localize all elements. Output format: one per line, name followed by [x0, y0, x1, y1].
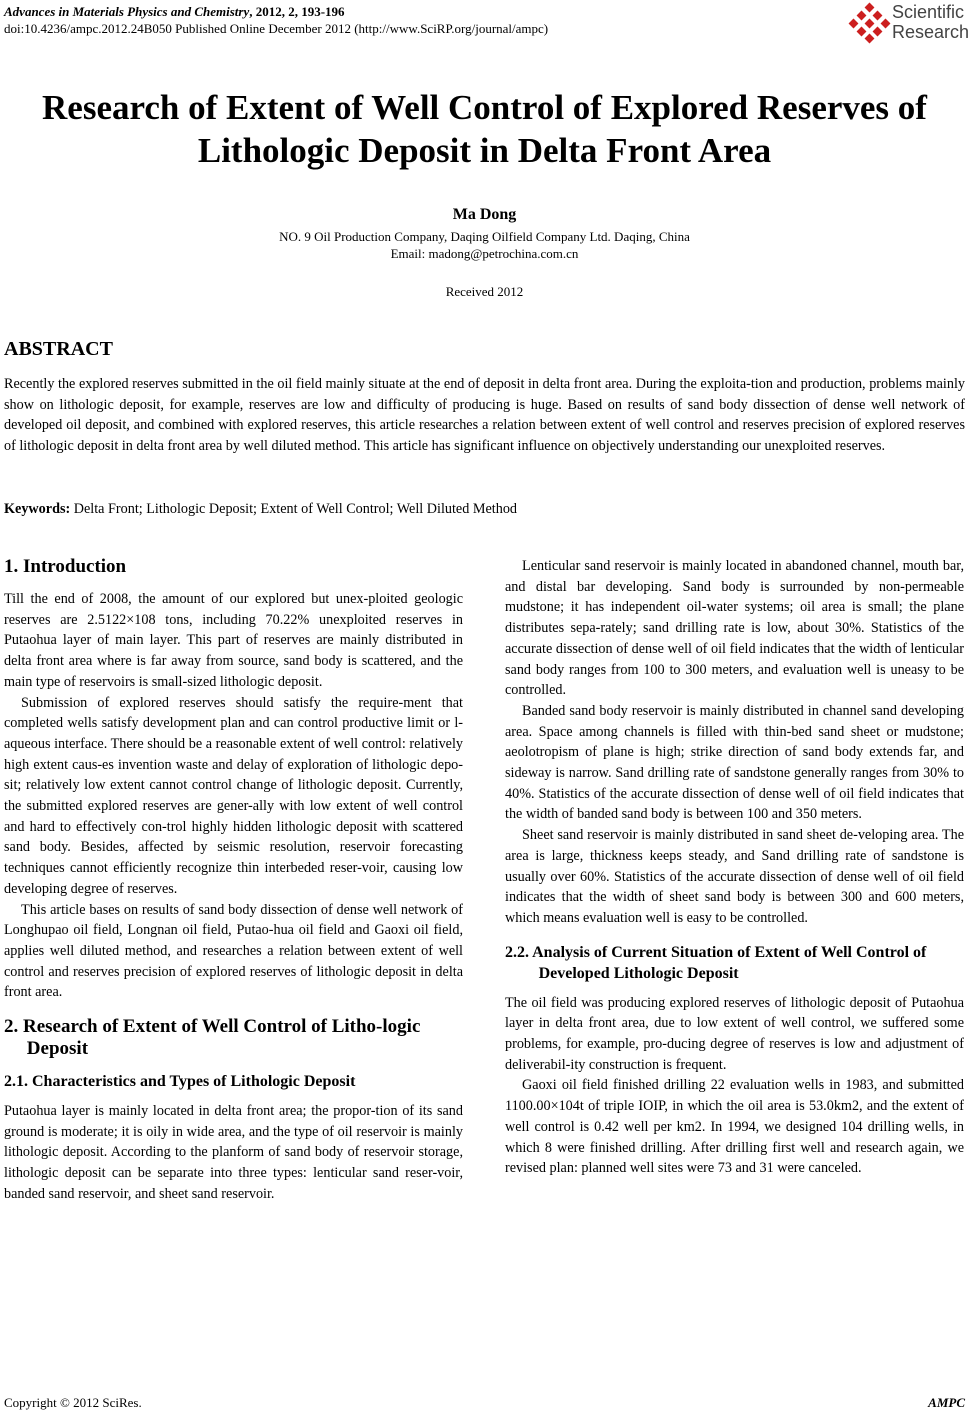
- section-1-paragraph-1: Till the end of 2008, the amount of our explored but unex-ploited geologic reserves are 2.5122×108 tons, including 70.22% unexploited reserves in Putaohua layer of main layer. This part of reserves are mainly distributed in delta front area where is far away from source, sand body is scattered, and the main type of reservoirs is small-sized lithologic deposit.: [4, 591, 463, 690]
- author-email: Email: madong@petrochina.com.cn: [390, 246, 579, 261]
- paper-title: [0, 86, 969, 172]
- banded-paragraph: Banded sand body reservoir is mainly distributed in channel sand developing area. Space among channels is filled with thin-bed sand sheet or mudstone; aeolotropism of plane is high; strike direction of sand body extends far, and sideway is narrow. Sand drilling rate of sandstone generally ranges from 30% to 40%. Statistics of the accurate dissection of dense well of oil field indicates that the width of banded sand body is between 100 and 350 meters.: [505, 702, 964, 823]
- received-date: Received 2012: [445, 284, 524, 299]
- section-2-1-paragraph-1: Putaohua layer is mainly located in delta front area; the propor-tion of its sand ground is moderate; it is oily in wide area, and the type of oil reservoir is mainly lithologic deposit. According to the planform of sand body of reservoir storage, lithologic deposit can be separate into three types: lenticular sand reser-voir, banded sand reservoir, and sheet sand reservoir.: [4, 1103, 463, 1202]
- section-1-paragraph-2: Submission of explored reserves should satisfy the require-ment that completed wells satisfy development plan and can control productive limit or l-aqueous interface. There should be a reasonable extent of well control: relatively high extent caus-es invention waste and delay of exploration of lithologic depo-sit; relatively low extent cannot control change of lithologic deposit. Currently, the submitted explored reserves are gener-ally with low extent of well control and hard to effectively con-trol highly hidden lithologic deposit with scattered sand body. Besides, affected by seismic resolution, reservoir forecasting techniques cannot efficiently recognize thin interbeded reser-voir, causing low developing degree of reserves.: [4, 694, 463, 897]
- logo-diamond-icon: [848, 2, 892, 44]
- left-column: [4, 556, 463, 1205]
- author-affiliation: NO. 9 Oil Production Company, Daqing Oilfield Company Ltd. Daqing, China: [279, 229, 690, 244]
- section-2-1-heading: 2.1. Characteristics and Types of Lithologic Deposit: [4, 1073, 356, 1091]
- lenticular-paragraph: Lenticular sand reservoir is mainly located in abandoned channel, mouth bar, and distal bar developing. Sand body is surrounded by non-permeable mudstone; it has independent oil-water systems; oil area is small; the plane distributes sepa-rately; sand drilling rate is low, about 30%. Statistics of the accurate dissection of dense well of oil field indicates that the width of lenticular sand body ranges from 100 to 300 meters, and evaluation well is uneasy to be controlled.: [505, 558, 964, 699]
- section-1-heading: 1. Introduction: [4, 556, 127, 577]
- section-2-2-heading: 2.2. Analysis of Current Situation of Extent of Well Control of Developed Lithologic Deposit: [505, 943, 927, 982]
- logo-text-research: Research: [892, 22, 969, 42]
- abstract-heading: ABSTRACT: [4, 338, 113, 360]
- logo-text-scientific: Scientific: [892, 2, 965, 22]
- right-column: [505, 556, 964, 1179]
- journal-abbreviation: AMPC: [928, 1395, 965, 1410]
- doi-line: doi:10.4236/ampc.2012.24B050 Published Online December 2012 (http://www.SciRP.org/journal/ampc): [4, 21, 549, 36]
- keywords-label: Keywords:: [4, 501, 71, 517]
- journal-volume: , 2012, 2, 193-196: [249, 4, 345, 19]
- sheet-paragraph: Sheet sand reservoir is mainly distributed in sand sheet de-veloping area. The area is large, thickness keeps steady, and Sand drilling rate of sandstone is usually over 60%. Statistics of the accurate dissection of dense well of oil field indicates that the width of sheet sand body is between 300 and 600 meters, which means evaluation well is easy to be controlled.: [505, 827, 964, 926]
- section-2-2-paragraph-1: The oil field was producing explored reserves of lithologic deposit of Putaohua layer in delta front area, due to low extent of well control, we suffered some problems, for example, pro-ducing degree of reserves is low and adjustment of deliverabil-ity construction is frequent.: [505, 994, 964, 1073]
- journal-name: Advances in Materials Physics and Chemistry: [4, 4, 250, 19]
- author-name: Ma Dong: [452, 206, 517, 223]
- title-line-2: Lithologic Deposit in Delta Front Area: [197, 131, 772, 170]
- section-2-heading: 2. Research of Extent of Well Control of Litho-logic Deposit: [4, 1016, 421, 1060]
- scientific-research-logo: [848, 2, 968, 44]
- logo-text: [892, 2, 969, 42]
- copyright-footer: Copyright © 2012 SciRes.: [4, 1395, 142, 1410]
- abstract-text: Recently the explored reserves submitted in the oil field mainly situate at the end of deposit in delta front area. During the exploita-tion and production, problems mainly show on lithologic deposit, for example, reserves are low and difficulty of producing is huge. Based on results of sand body dissection of dense well network of developed oil deposit, and combined with explored reserves, this article researches a relation between extent of well control and reserves precision of explored reserves of lithologic deposit in delta front area by well diluted method. This article has significant influence on objectively understanding our unexploited reserves.: [4, 376, 965, 454]
- title-line-1: Research of Extent of Well Control of Explored Reserves of: [42, 88, 927, 127]
- section-1-paragraph-3: This article bases on results of sand body dissection of dense well network of Longhupao oil field, Longnan oil field, Putao-hua oil field and Gaoxi oil field, applies well diluted method, and researches a relation between extent of well control and reserves precision of explored reserves of lithologic deposit in delta front area.: [4, 901, 463, 1001]
- keywords-list: Delta Front; Lithologic Deposit; Extent of Well Control; Well Diluted Method: [70, 501, 518, 517]
- keywords-line: [4, 501, 517, 518]
- journal-citation: [4, 3, 345, 20]
- section-2-2-paragraph-2: Gaoxi oil field finished drilling 22 evaluation wells in 1983, and submitted 1100.00×104t of triple IOIP, in which the oil area is 53.0km2, and the extent of well control is 0.42 well per km2. In 1994, we designed 104 drilling wells, in which 8 were finished drilling. After drilling first well and research again, we revised plan: planned well sites were 73 and 31 were canceled.: [505, 1077, 964, 1177]
